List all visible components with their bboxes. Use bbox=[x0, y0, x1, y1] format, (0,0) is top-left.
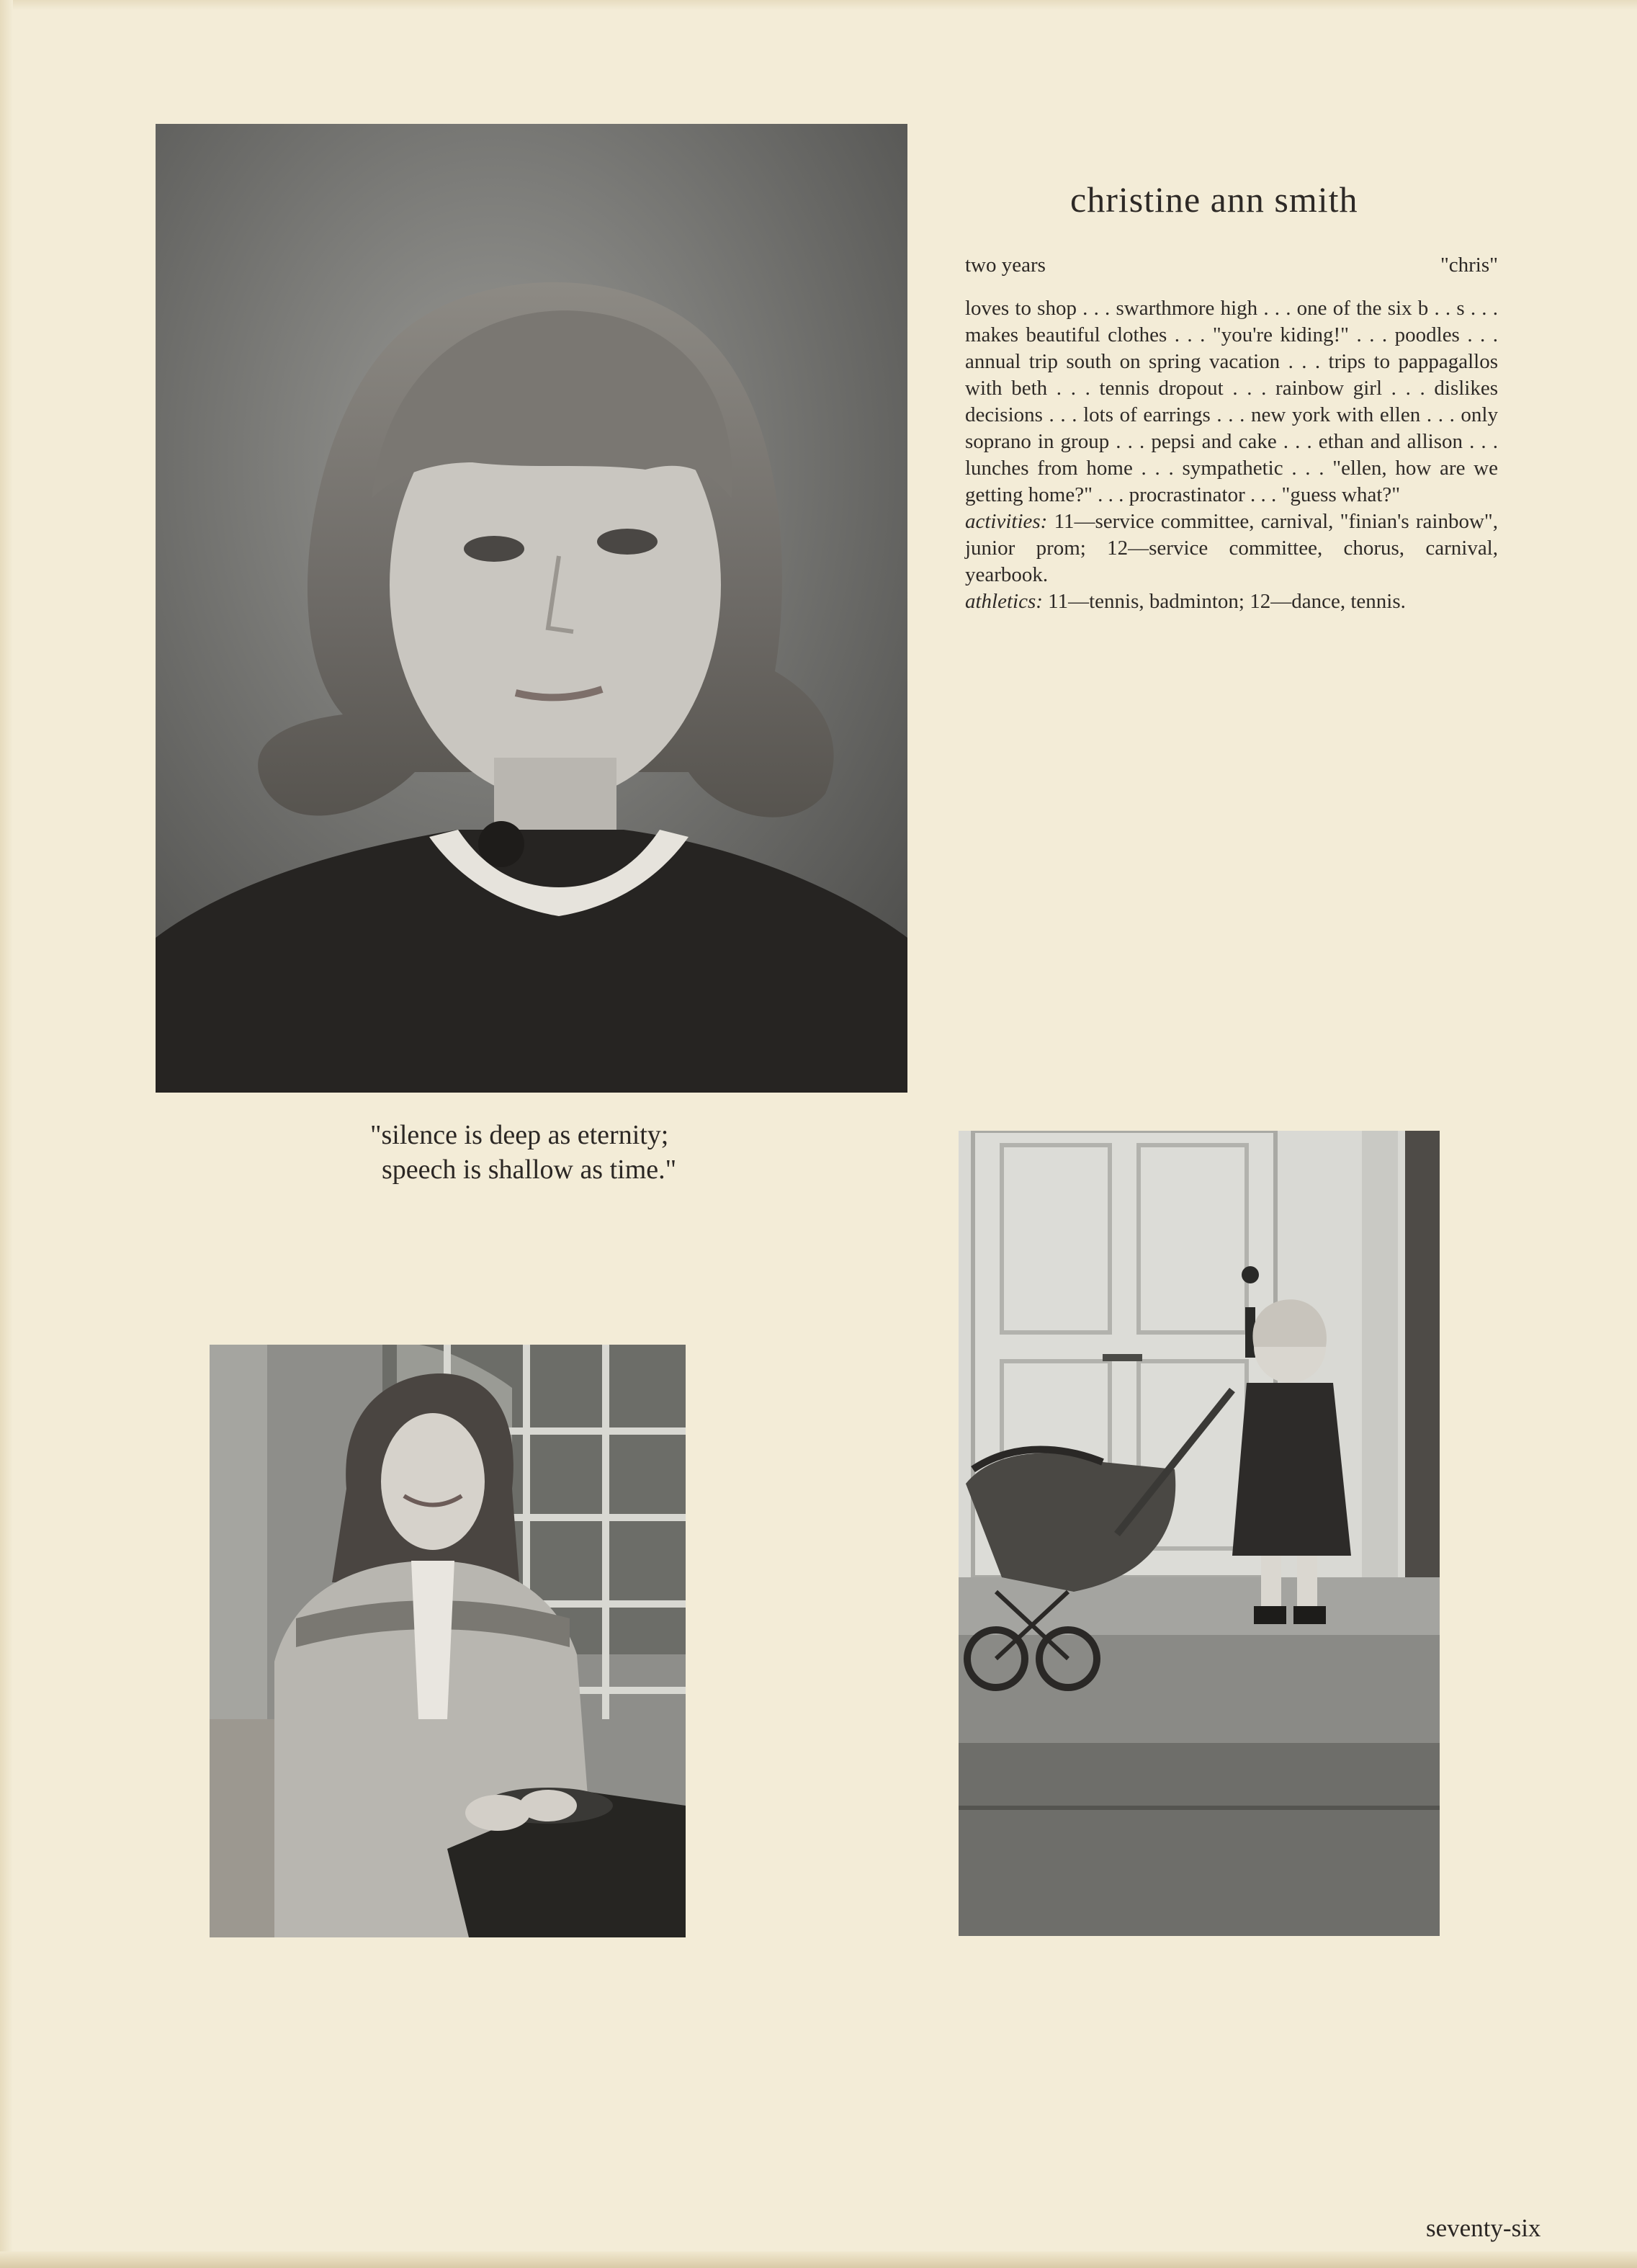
childhood-photo bbox=[959, 1131, 1440, 1936]
bio-block bbox=[965, 295, 1498, 615]
page-edge bbox=[0, 0, 13, 2268]
bio-text: loves to shop . . . swarthmore high . . . one of the six b . . s . . . makes beautiful clothes . . . "you're kiding!" . . . poodles . . . annual trip south on spring vacation . . . trips to pappagallos with beth . . . tennis dropout . . . rainbow girl . . . dislikes decisions . . . lots of earrings . . . new york with ellen . . . only soprano in group . . . pepsi and cake . . . ethan and allison . . . lunches from home . . . sympathetic . . . "ellen, how are we getting home?" . . . procrastinator . . . "guess what?" bbox=[965, 297, 1498, 506]
student-details-row bbox=[965, 254, 1498, 277]
activities-label: activities: bbox=[965, 510, 1048, 533]
activities-text: 11—service committee, carnival, "finian's rainbow", junior prom; 12—service committee, chorus, carnival, yearbook. bbox=[965, 510, 1499, 586]
quote-line: "silence is deep as eternity; bbox=[370, 1120, 669, 1150]
athletics-text: 11—tennis, badminton; 12—dance, tennis. bbox=[1048, 590, 1406, 613]
student-name: christine ann smith bbox=[1070, 179, 1358, 220]
senior-portrait-photo bbox=[156, 124, 907, 1093]
years-text: two years bbox=[965, 254, 1046, 277]
page-edge bbox=[0, 2251, 1637, 2268]
athletics-label: athletics: bbox=[965, 590, 1043, 613]
nickname-text: "chris" bbox=[1440, 254, 1498, 277]
activities-line bbox=[965, 508, 1498, 588]
senior-quote bbox=[370, 1118, 773, 1187]
page-number: seventy-six bbox=[1426, 2214, 1541, 2242]
page-edge bbox=[0, 0, 1637, 10]
typewriter-photo bbox=[210, 1345, 686, 1937]
athletics-line bbox=[965, 588, 1498, 615]
quote-line: speech is shallow as time." bbox=[382, 1155, 677, 1185]
